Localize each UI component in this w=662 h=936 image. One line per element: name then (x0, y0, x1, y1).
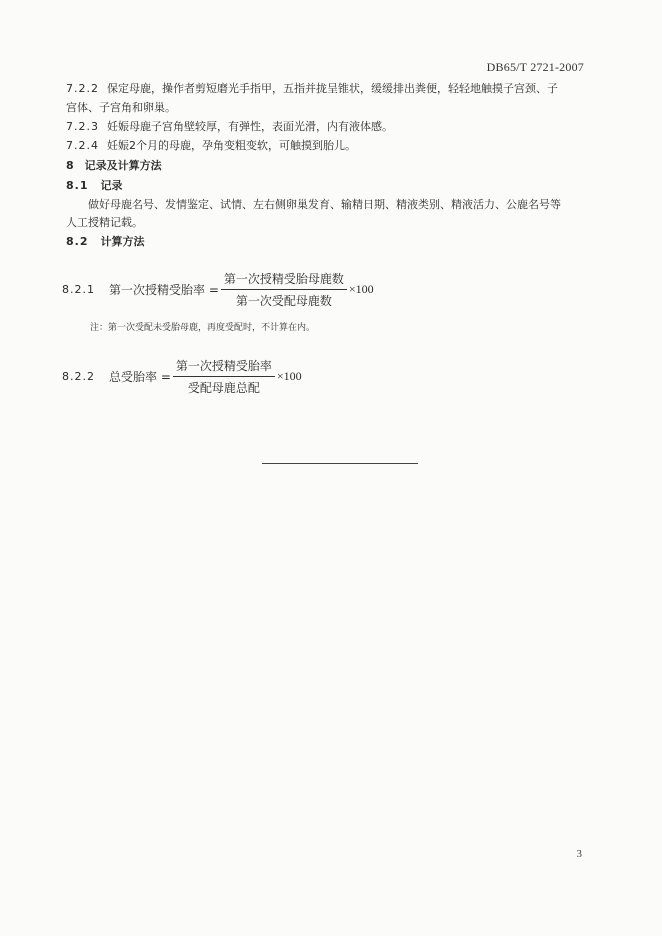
section-8-1-heading (66, 177, 123, 195)
section-8-2-heading (66, 233, 145, 251)
formula-number: 8.2.2 (62, 370, 95, 383)
formula-fraction (221, 270, 347, 309)
paragraph-text: 做好母鹿名号、发情鉴定、试情、左右侧卵巢发育、输精日期、精液类别、精液活力、公鹿名号等 (88, 198, 561, 211)
section-title: 计算方法 (100, 235, 145, 248)
formula-denominator: 受配母鹿总配 (187, 381, 260, 395)
formula-numerator: 第一次授精受胎率 (173, 357, 275, 377)
section-8-1-line2 (66, 214, 143, 232)
standard-code: DB65/T 2721-2007 (486, 60, 584, 74)
section-8-heading (66, 157, 162, 175)
formula-lhs: 总受胎率 = (109, 370, 171, 384)
page-number: 3 (576, 848, 582, 860)
formula-8-2-2 (62, 357, 302, 396)
formula-multiplier: ×100 (348, 282, 374, 296)
end-of-document-rule (262, 463, 418, 464)
formula-denominator: 第一次受配母鹿数 (235, 294, 332, 308)
formula-fraction (173, 357, 275, 396)
formula-number: 8.2.1 (62, 283, 95, 296)
paragraph-text: 妊娠母鹿子宫角壁较厚，有弹性，表面光滑，内有液体感。 (107, 120, 393, 133)
section-7-2-2-line2 (66, 99, 176, 117)
section-7-2-3 (66, 118, 393, 136)
section-number: 7.2.4 (66, 139, 99, 152)
section-7-2-4 (66, 137, 356, 155)
section-number: 8.2 (66, 235, 89, 248)
section-number: 7.2.3 (66, 120, 99, 133)
paragraph-text: 保定母鹿，操作者剪短磨光手指甲，五指并拢呈锥状，缓缓排出粪便，轻轻地触摸子宫颈、子 (107, 82, 558, 95)
paragraph-text: 人工授精记载。 (66, 216, 143, 229)
formula-8-2-1 (62, 270, 374, 309)
section-number: 8 (66, 159, 75, 172)
section-number: 7.2.2 (66, 82, 99, 95)
section-7-2-2-line1 (66, 80, 558, 98)
section-title: 记录 (100, 179, 123, 192)
formula-lhs: 第一次授精受胎率 = (109, 283, 219, 297)
paragraph-text: 妊娠2个月的母鹿，孕角变粗变软，可触摸到胎儿。 (107, 139, 356, 152)
formula-note: 注：第一次受配未受胎母鹿，再度受配时，不计算在内。 (90, 323, 316, 333)
section-number: 8.1 (66, 179, 89, 192)
section-title: 记录及计算方法 (84, 159, 162, 172)
formula-multiplier: ×100 (276, 369, 302, 383)
paragraph-text: 宫体、子宫角和卵巢。 (66, 101, 176, 114)
formula-numerator: 第一次授精受胎母鹿数 (221, 270, 347, 290)
section-8-1-line1 (88, 196, 561, 214)
